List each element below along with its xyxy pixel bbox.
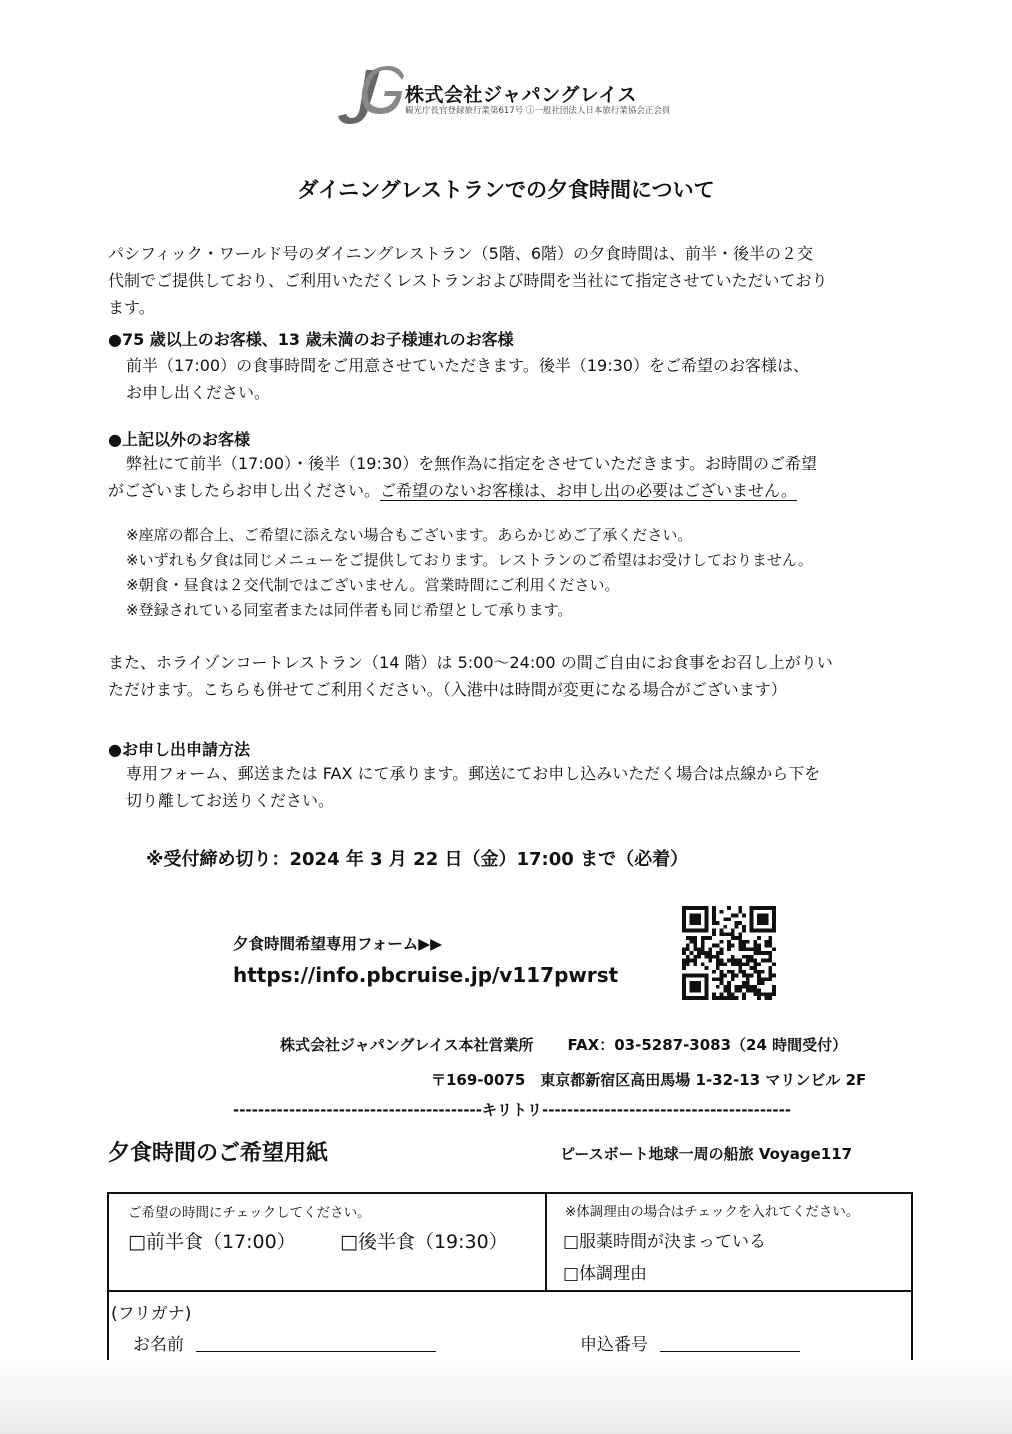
voyage-name: ピースボート地球一周の船旅 Voyage117	[560, 1145, 853, 1163]
form-url-link[interactable]: https://info.pbcruise.jp/v117pwrst	[233, 963, 619, 987]
sheet-title: 夕食時間のご希望用紙	[108, 1141, 329, 1166]
name-label: お名前	[133, 1335, 184, 1355]
intro-line-3: ます。	[108, 298, 155, 317]
section2-line-1: 弊社にて前半（17:00）・後半（19:30）を無作為に指定をさせていただきます。お時間のご希望	[126, 454, 817, 473]
section2-line-2-text: がございましたらお申し出ください。	[108, 481, 381, 500]
section2-heading: ●上記以外のお客様	[108, 430, 250, 449]
table-divider-horizontal	[107, 1290, 913, 1292]
section3-heading: ●お申し出申請方法	[108, 740, 250, 759]
option-first-half[interactable]: □前半食（17:00）	[128, 1231, 296, 1253]
section2-line-2	[108, 478, 797, 504]
intro-line-1: パシフィック・ワールド号のダイニングレストラン（5階、6階）の夕食時間は、前半・後半の２交	[108, 244, 814, 263]
note-4: ※登録されている同室者または同伴者も同じ希望として承ります。	[126, 601, 573, 619]
form-label: 夕食時間希望専用フォーム▶▶	[233, 935, 443, 953]
section3-line-2: 切り離してお送りください。	[126, 791, 335, 810]
qr-code[interactable]	[682, 906, 776, 1000]
table-divider-vertical	[545, 1192, 547, 1292]
check-instruction: ご希望の時間にチェックしてください。	[128, 1205, 371, 1221]
health-instruction: ※体調理由の場合はチェックを入れてください。	[565, 1204, 860, 1220]
note-1: ※座席の都合上、ご希望に添えない場合もございます。あらかじめご了承ください。	[126, 526, 693, 544]
horizon-line-2: ただけます。こちらも併せてご利用ください。（入港中は時間が変更になる場合がございます）	[108, 680, 787, 699]
horizon-line-1: また、ホライゾンコートレストラン（14 階）は 5:00～24:00 の間ご自由にお食事をお召し上がりい	[108, 653, 833, 672]
no-request-needed-note: ご希望のないお客様は、お申し出の必要はございません。	[380, 481, 797, 500]
name-field[interactable]	[196, 1330, 436, 1352]
health-option-medication[interactable]: □服薬時間が決まっている	[563, 1232, 767, 1252]
registration-text: 観光庁長官登録旅行業第617号 ⓙ一般社団法人日本旅行業協会正会員	[405, 106, 671, 116]
fax-number: FAX：03-5287-3083（24 時間受付）	[567, 1036, 848, 1054]
deadline-text: ※受付締め切り：2024 年 3 月 22 日（金）17:00 まで（必着）	[146, 849, 689, 870]
intro-line-2: 代制でご提供しており、ご利用いただくレストランおよび時間を当社にて指定させていただいており	[108, 271, 828, 290]
note-3: ※朝食・昼食は２交代制ではございません。営業時間にご利用ください。	[126, 576, 620, 594]
health-option-condition[interactable]: □体調理由	[563, 1264, 648, 1284]
section1-line-2: お申し出ください。	[126, 383, 271, 402]
note-2: ※いずれも夕食は同じメニューをご提供しております。レストランのご希望はお受けしておりません。	[126, 551, 813, 569]
section1-heading: ●75 歳以上のお客様、13 歳未満のお子様連れのお客様	[108, 330, 514, 349]
section1-line-1: 前半（17:00）の食事時間をご用意させていただきます。後半（19:30）をご希望のお客様は、	[126, 356, 809, 375]
page-bottom-shade	[0, 1360, 1012, 1434]
furigana-label: (フリガナ)	[111, 1304, 192, 1324]
company-logo	[336, 66, 404, 132]
company-name: 株式会社ジャパングレイス	[405, 84, 638, 106]
option-second-half[interactable]: □後半食（19:30）	[340, 1231, 508, 1253]
section3-line-1: 専用フォーム、郵送または FAX にて承ります。郵送にてお申し込みいただく場合は点線から下を	[126, 764, 821, 783]
office-address: 〒169-0075 東京都新宿区高田馬場 1-32-13 マリンビル 2F	[431, 1071, 867, 1089]
application-number-label: 申込番号	[580, 1335, 648, 1355]
office-name: 株式会社ジャパングレイス本社営業所	[280, 1036, 534, 1054]
office-info	[280, 1034, 847, 1055]
cut-line: ----------------------------------------キリトリ----------------------------------------	[232, 1101, 792, 1119]
page-title: ダイニングレストランでの夕食時間について	[297, 178, 715, 202]
application-number-field[interactable]	[660, 1330, 800, 1352]
